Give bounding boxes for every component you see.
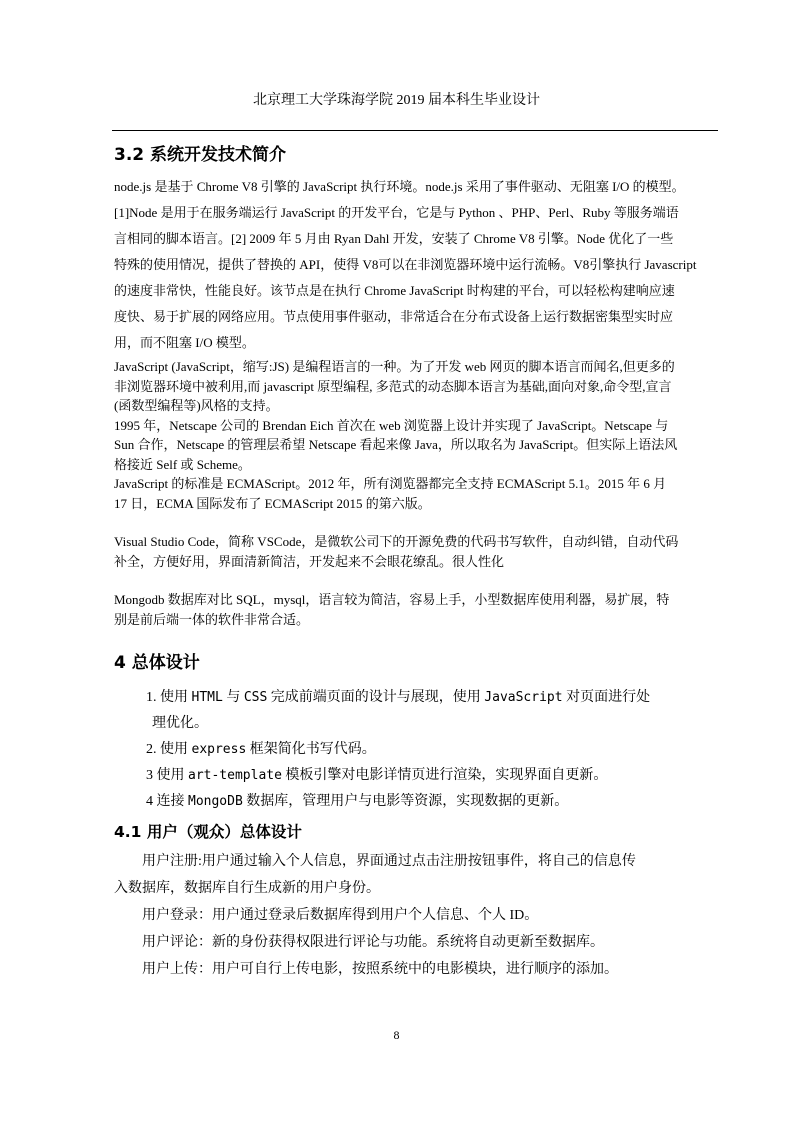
text-line: JavaScript (JavaScript，缩写:JS) 是编程语言的一种。为了开发 web 网页的脚本语言而闻名,但更多的 — [114, 359, 675, 374]
paragraph-javascript — [114, 357, 720, 416]
text-line: 别是前后端一体的软件非常合适。 — [114, 611, 310, 627]
section-heading-3-2: 3.2 系统开发技术简介 — [114, 145, 287, 165]
text-line: JavaScript 的标准是 ECMAScript。2012 年，所有浏览器都完全支持 ECMAScript 5.1。2015 年 6 月 — [114, 476, 667, 491]
user-register-text: 用户注册:用户通过输入个人信息，界面通过点击注册按钮事件，将自己的信息传 — [142, 854, 636, 869]
paragraph-nodejs — [114, 174, 720, 356]
text-line: 格接近 Self 或 Scheme。 — [114, 456, 251, 472]
text-line: Sun 合作，Netscape 的管理层希望 Netscape 看起来像 Java，所以取名为 JavaScript。但实际上语法风 — [114, 437, 678, 452]
text-line: 1995 年，Netscape 公司的 Brendan Eich 首次在 web 浏览器上设计并实现了 JavaScript。Netscape 与 — [114, 417, 669, 433]
text-line: 度快、易于扩展的网络应用。节点使用事件驱动，非常适合在分布式设备上运行数据密集型实时应 — [114, 309, 674, 324]
section-heading-4: 4 总体设计 — [114, 653, 200, 673]
text-line: (函数型编程等)风格的支持。 — [114, 398, 279, 413]
header-divider — [112, 130, 718, 131]
section-heading-4-1: 4.1 用户（观众）总体设计 — [114, 823, 302, 841]
page-number: 8 — [393, 1028, 400, 1042]
list-item-1: 1. 使用 HTML 与 CSS 完成前端页面的设计与展现，使用 JavaScript 对页面进行处 — [146, 690, 651, 705]
design-list — [114, 685, 720, 815]
user-upload-text: 用户上传：用户可自行上传电影，按照系统中的电影模块，进行顺序的添加。 — [142, 962, 618, 977]
paragraph-ecmascript — [114, 474, 720, 513]
text-line: 用，而不阻塞 I/O 模型。 — [114, 335, 255, 350]
text-line: 言相同的脚本语言。[2] 2009 年 5 月由 Ryan Dahl 开发，安装了 Chrome V8 引擎。Node 优化了一些 — [114, 231, 674, 246]
page-header: 北京理工大学珠海学院 2019 届本科生毕业设计 — [253, 93, 540, 108]
user-comment-text: 用户评论：新的身份获得权限进行评论与功能。系统将自动更新至数据库。 — [142, 935, 604, 950]
list-item-3: 3 使用 art-template 模板引擎对电影详情页进行渲染，实现界面自更新。 — [146, 768, 608, 783]
list-item-4: 4 连接 MongoDB 数据库，管理用户与电影等资源，实现数据的更新。 — [146, 794, 569, 809]
text-line: 补全，方便好用，界面清新简洁，开发起来不会眼花缭乱。很人性化 — [114, 553, 505, 569]
list-item-2: 2. 使用 express 框架简化书写代码。 — [146, 742, 376, 757]
text-line: Visual Studio Code，简称 VSCode，是微软公司下的开源免费的代码书写软件，自动纠错，自动代码 — [114, 534, 679, 549]
user-login-text: 用户登录：用户通过登录后数据库得到用户个人信息、个人 ID。 — [142, 908, 539, 923]
text-line: [1]Node 是用于在服务端运行 JavaScript 的开发平台，它是与 Python 、PHP、Perl、Ruby 等服务端语 — [114, 205, 679, 220]
paragraph-1995 — [114, 416, 720, 475]
paragraph-vscode — [114, 532, 720, 571]
page-content — [114, 140, 720, 983]
list-item-1-cont: 理优化。 — [152, 716, 208, 731]
text-line: node.js 是基于 Chrome V8 引擎的 JavaScript 执行环境。node.js 采用了事件驱动、无阻塞 I/O 的模型。 — [114, 179, 685, 194]
text-line: 的速度非常快，性能良好。该节点是在执行 Chrome JavaScript 时构建的平台，可以轻松构建响应速 — [114, 283, 675, 298]
user-register-text-cont: 入数据库，数据库自行生成新的用户身份。 — [114, 881, 380, 896]
text-line: 特殊的使用情况，提供了替换的 API，使得 V8可以在非浏览器环境中运行流畅。V8引擎执行 Javascript — [114, 257, 697, 272]
text-line: 非浏览器环境中被利用,而 javascript 原型编程, 多范式的动态脚本语言为基础,面向对象,命令型,宣言 — [114, 378, 672, 394]
text-line: 17 日，ECMA 国际发布了 ECMAScript 2015 的第六版。 — [114, 495, 431, 511]
text-line: Mongodb 数据库对比 SQL，mysql，语言较为简洁，容易上手，小型数据库使用利器，易扩展，特 — [114, 592, 670, 607]
paragraph-mongodb — [114, 590, 720, 629]
